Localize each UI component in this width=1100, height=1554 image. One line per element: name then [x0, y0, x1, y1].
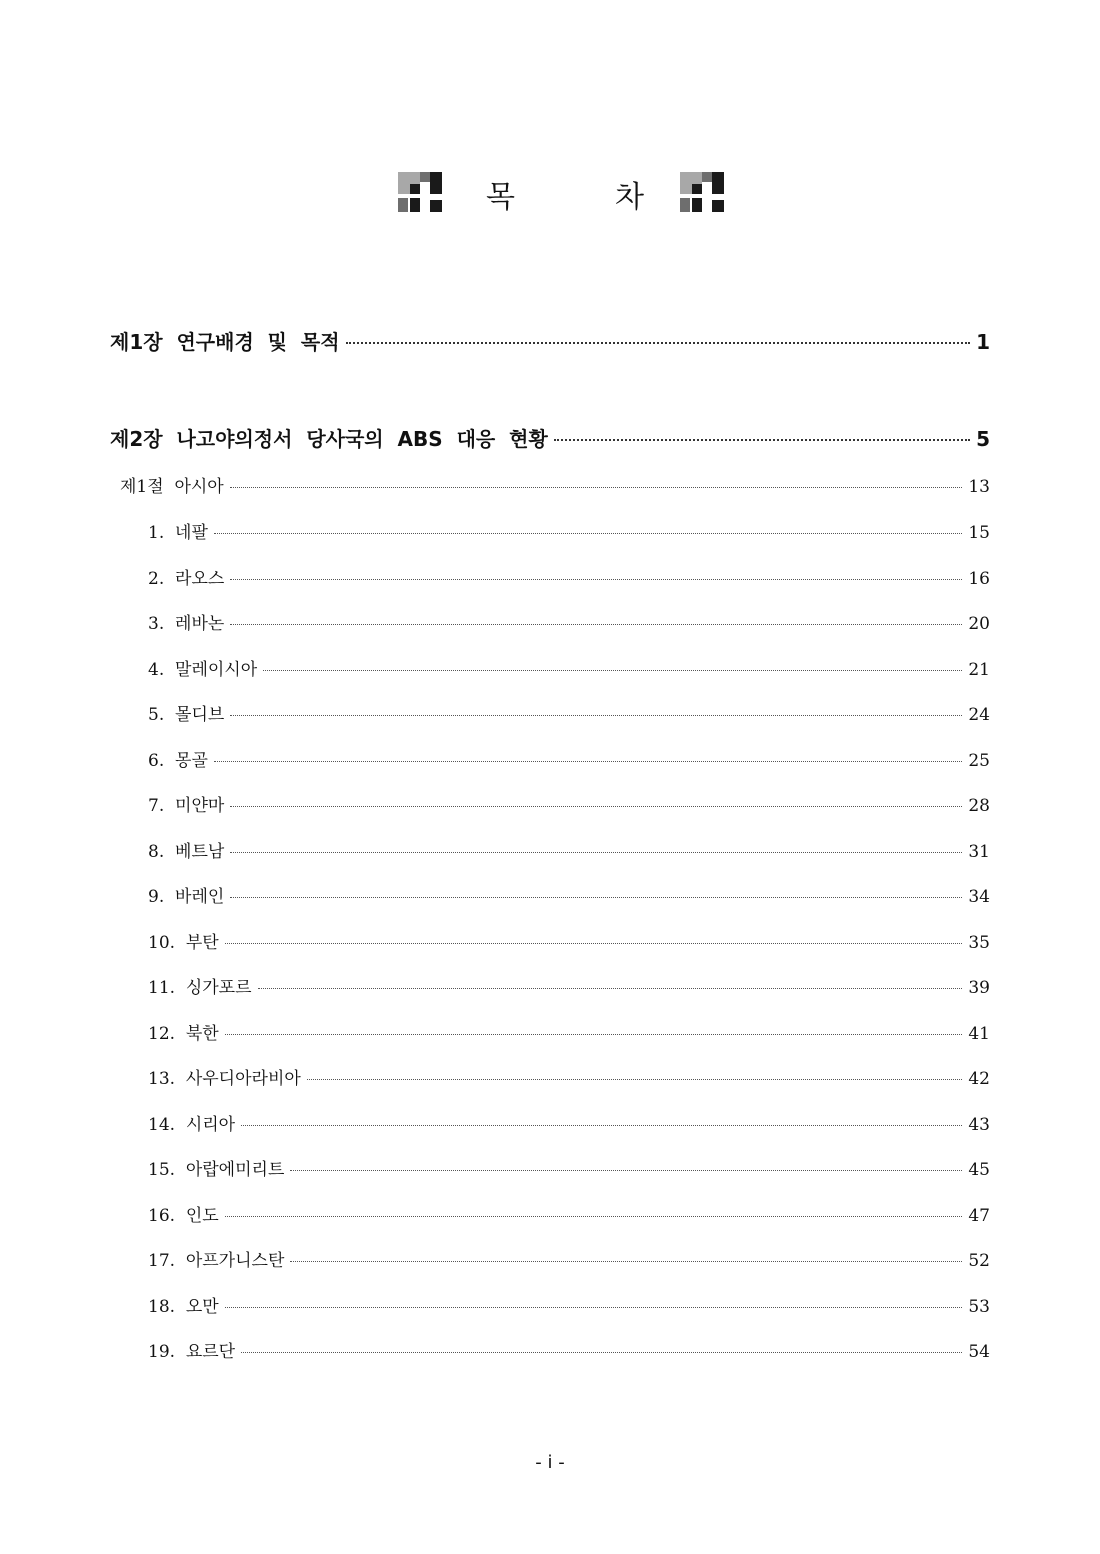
dot-leader — [263, 670, 962, 671]
item-page: 54 — [968, 1342, 990, 1362]
title-char-1: 목 — [486, 180, 515, 215]
item-label: 8. 베트남 — [148, 841, 225, 862]
toc-item[interactable] — [148, 1246, 990, 1271]
item-label: 16. 인도 — [148, 1205, 219, 1226]
chapter-label: 제2장 나고야의정서 당사국의 ABS 대응 현황 — [110, 427, 548, 451]
toc-item[interactable] — [148, 1110, 990, 1135]
toc-item[interactable] — [148, 746, 990, 771]
item-page: 47 — [968, 1205, 990, 1226]
toc-item[interactable] — [148, 609, 990, 634]
toc-item[interactable] — [148, 1019, 990, 1044]
dot-leader — [230, 624, 962, 625]
item-label: 4. 말레이시아 — [148, 659, 258, 680]
chapter-label: 제1장 연구배경 및 목적 — [110, 330, 340, 354]
dot-leader — [241, 1125, 962, 1126]
item-page: 28 — [968, 796, 990, 816]
item-page: 53 — [968, 1296, 990, 1317]
dot-leader — [230, 897, 962, 898]
chapter-page: 5 — [976, 427, 990, 451]
dot-leader — [346, 342, 971, 344]
item-label: 1. 네팔 — [148, 523, 208, 543]
toc-item[interactable] — [148, 882, 990, 907]
dot-leader — [241, 1352, 962, 1353]
decorative-squares-icon — [680, 172, 724, 216]
page-number-footer: - i - — [535, 1452, 565, 1473]
item-page: 43 — [968, 1114, 990, 1135]
toc-item[interactable] — [148, 1292, 990, 1317]
dot-leader — [230, 852, 962, 853]
dot-leader — [230, 715, 962, 716]
toc-chapter-1[interactable] — [110, 326, 990, 355]
item-label: 5. 몰디브 — [148, 705, 225, 725]
dot-leader — [225, 1034, 963, 1035]
item-page: 41 — [968, 1023, 990, 1044]
toc-item[interactable] — [148, 1155, 990, 1180]
toc-item[interactable] — [148, 655, 990, 680]
dot-leader — [230, 487, 963, 488]
item-page: 24 — [968, 705, 990, 725]
toc-chapter-2[interactable] — [110, 423, 990, 452]
item-label: 7. 미얀마 — [148, 796, 225, 816]
item-page: 34 — [968, 887, 990, 907]
item-page: 15 — [968, 523, 990, 543]
section-label: 제1절 아시아 — [120, 477, 224, 497]
dot-leader — [214, 533, 962, 534]
dot-leader — [290, 1261, 962, 1262]
item-page: 42 — [968, 1069, 990, 1089]
item-page: 16 — [968, 568, 990, 589]
toc-item[interactable] — [148, 564, 990, 589]
item-label: 12. 북한 — [148, 1023, 219, 1044]
item-label: 10. 부탄 — [148, 932, 219, 953]
item-label: 11. 싱가포르 — [148, 978, 252, 998]
item-label: 6. 몽골 — [148, 750, 208, 771]
item-label: 15. 아랍에미리트 — [148, 1160, 285, 1180]
toc-item[interactable] — [148, 973, 990, 998]
dot-leader — [225, 943, 963, 944]
item-label: 9. 바레인 — [148, 887, 225, 907]
toc-item[interactable] — [148, 928, 990, 953]
dot-leader — [307, 1079, 963, 1080]
toc-item[interactable] — [148, 1337, 990, 1362]
toc-item[interactable] — [148, 791, 990, 816]
item-page: 39 — [968, 978, 990, 998]
item-label: 19. 요르단 — [148, 1342, 236, 1362]
item-page: 25 — [968, 750, 990, 771]
section-page: 13 — [968, 477, 990, 497]
dot-leader — [290, 1170, 962, 1171]
chapter-page: 1 — [976, 330, 990, 354]
toc-item[interactable] — [148, 700, 990, 725]
decorative-squares-icon — [398, 172, 442, 216]
dot-leader — [258, 988, 963, 989]
item-page: 35 — [968, 932, 990, 953]
item-page: 45 — [968, 1160, 990, 1180]
toc-section-1[interactable] — [120, 472, 990, 497]
item-label: 2. 라오스 — [148, 568, 225, 589]
toc-item[interactable] — [148, 1201, 990, 1226]
dot-leader — [225, 1307, 963, 1308]
item-page: 52 — [968, 1251, 990, 1271]
dot-leader — [230, 579, 962, 580]
toc-title — [0, 168, 1100, 220]
item-page: 21 — [968, 659, 990, 680]
item-label: 3. 레바논 — [148, 614, 225, 634]
dot-leader — [225, 1216, 963, 1217]
dot-leader — [230, 806, 962, 807]
toc-item[interactable] — [148, 1064, 990, 1089]
dot-leader — [554, 439, 970, 441]
item-label: 18. 오만 — [148, 1296, 219, 1317]
item-label: 14. 시리아 — [148, 1114, 236, 1135]
toc-item[interactable] — [148, 518, 990, 543]
item-label: 13. 사우디아라비아 — [148, 1069, 301, 1089]
toc-item[interactable] — [148, 837, 990, 862]
item-label: 17. 아프가니스탄 — [148, 1251, 285, 1271]
title-char-2: 차 — [615, 180, 644, 215]
item-page: 20 — [968, 614, 990, 634]
dot-leader — [214, 761, 962, 762]
item-page: 31 — [968, 841, 990, 862]
